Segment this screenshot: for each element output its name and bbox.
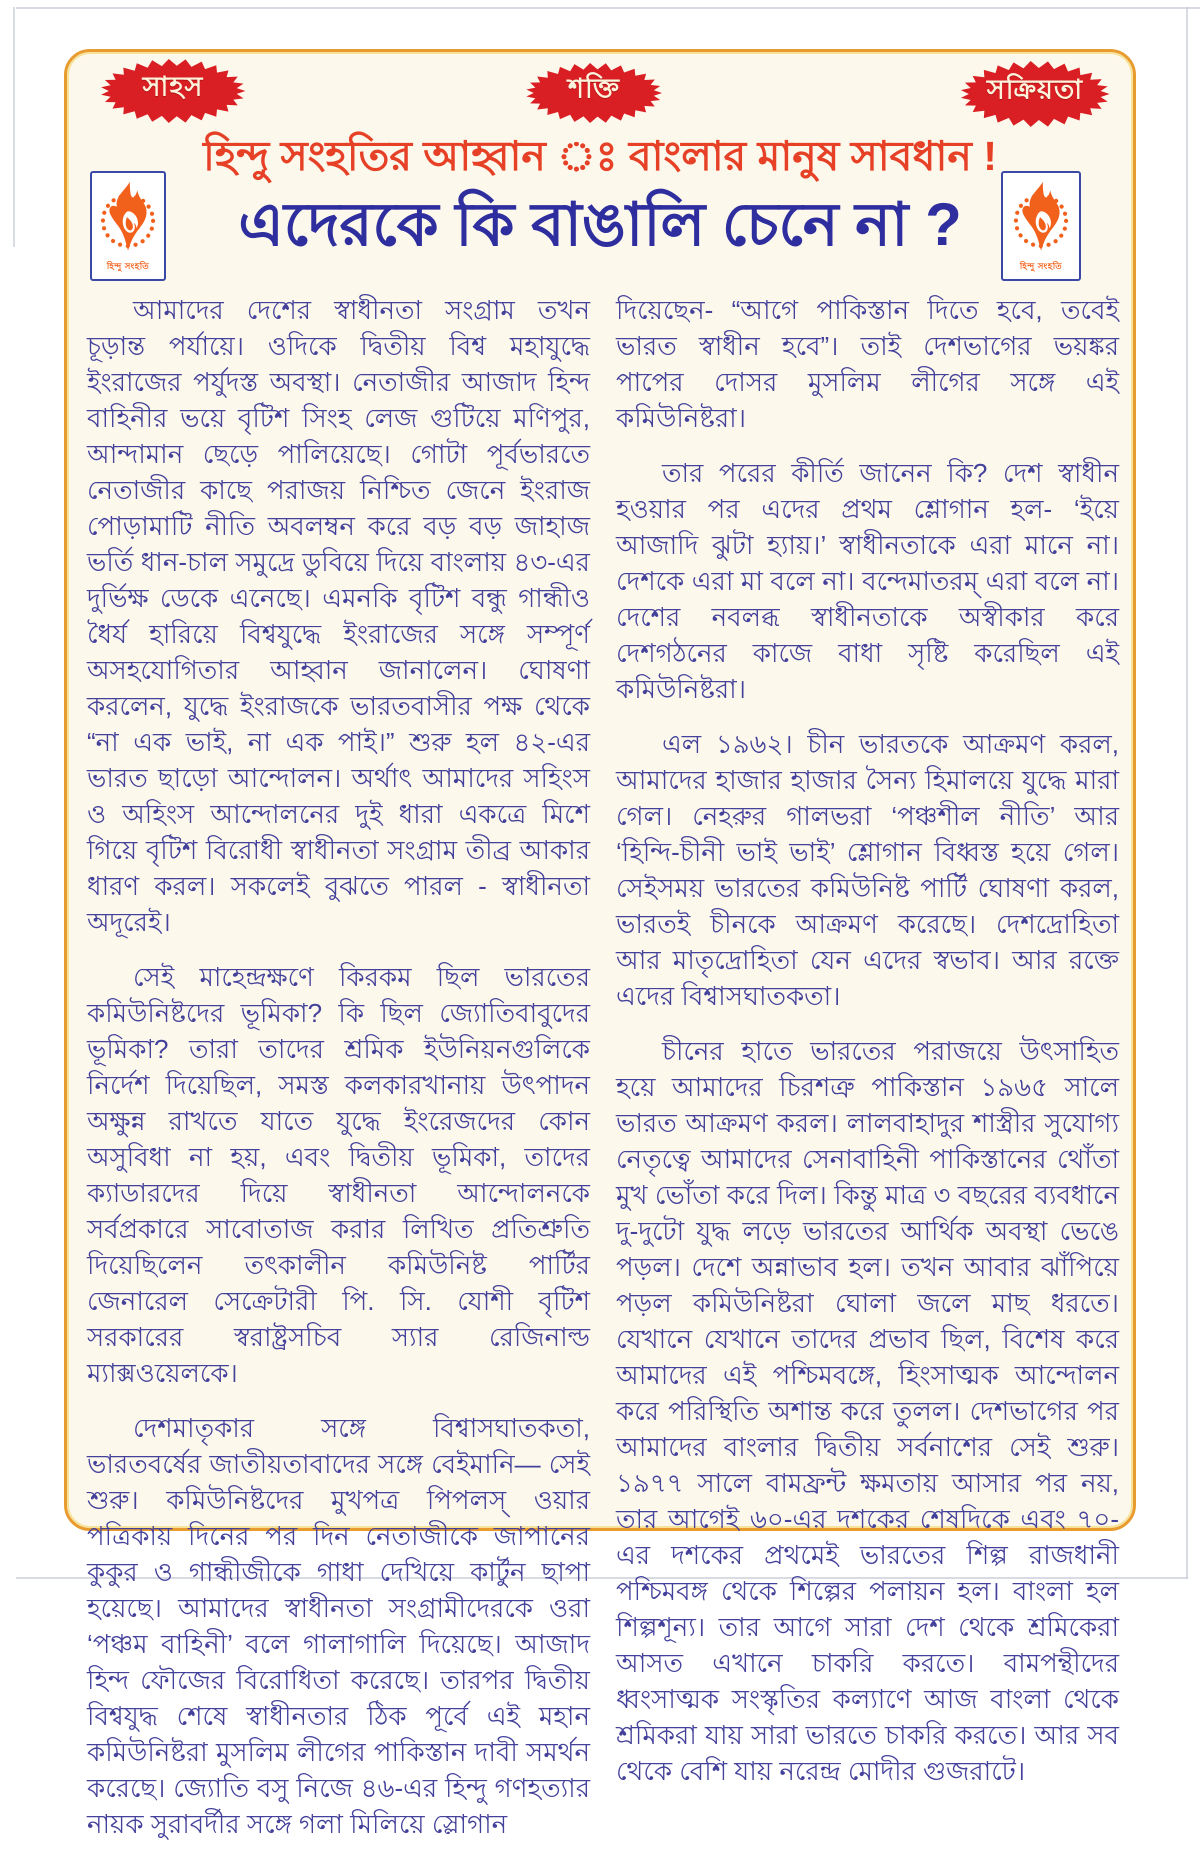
text-column-left bbox=[87, 292, 590, 1861]
logo-caption: হিন্দু সংহতি bbox=[106, 261, 150, 272]
main-title: এদেরকে কি বাঙালি চেনে না ? bbox=[238, 191, 962, 258]
badge-courage bbox=[97, 58, 249, 124]
paragraph: এল ১৯৬২। চীন ভারতকে আক্রমণ করল, আমাদের হাজার হাজার সৈন্য হিমালয়ে যুদ্ধে মারা গেল। নেহরুর গালভরা ‘পঞ্চশীল নীতি’ আর ‘হিন্দি-চীনী ভাই ভাই’ শ্লোগান বিধ্বস্ত হয়ে গেল। সেইসময় ভারতের কমিউনিষ্ট পার্টি ঘোষণা করল, ভারতই চীনকে আক্রমণ করেছে। দেশদ্রোহিতা আর মাতৃদ্রোহিতা যেন এদের স্বভাব। আর রক্তে এদের বিশ্বাসঘাতকতা। bbox=[616, 729, 1119, 1011]
scan-edge-line bbox=[1186, 7, 1188, 1579]
logo-caption: হিন্দু সংহতি bbox=[1019, 261, 1063, 272]
org-logo-right bbox=[1001, 171, 1081, 281]
paragraph: আমাদের দেশের স্বাধীনতা সংগ্রাম তখন চূড়ান্ত পর্যায়ে। ওদিকে দ্বিতীয় বিশ্ব মহাযুদ্ধে ইংরাজের পর্যুদস্ত অবস্থা। নেতাজীর আজাদ হিন্দ বাহিনীর ভয়ে বৃটিশ সিংহ লেজ গুটিয়ে মণিপুর, আন্দামান ছেড়ে পালিয়েছে। গোটা পূর্বভারতে নেতাজীর কাছে পরাজয় নিশ্চিত জেনে ইংরাজ পোড়ামাটি নীতি অবলম্বন করে বড় বড় জাহাজ ভর্তি ধান-চাল সমুদ্রে ডুবিয়ে দিয়ে বাংলায় ৪৩-এর দুর্ভিক্ষ ডেকে এনেছে। এমনকি বৃটিশ বন্ধু গান্ধীও ধৈর্য হারিয়ে বিশ্বযুদ্ধে ইংরাজের সঙ্গে সম্পূর্ণ অসহযোগিতার আহ্বান জানালেন। ঘোষণা করলেন, যুদ্ধে ইংরাজকে ভারতবাসীর পক্ষ থেকে “না এক ভাই, না এক পাই।” শুরু হল ৪২-এর ভারত ছাড়ো আন্দোলন। অর্থাৎ আমাদের সহিংস ও অহিংস আন্দোলনের দুই ধারা একত্রে মিশে গিয়ে বৃটিশ বিরোধী স্বাধীনতা সংগ্রাম তীব্র আকার ধারণ করল। সকলেই বুঝতে পারল - স্বাধীনতা অদূরেই। bbox=[87, 295, 590, 937]
paragraph-continuation: দিয়েছেন- “আগে পাকিস্তান দিতে হবে, তবেই ভারত স্বাধীন হবে”। তাই দেশভাগের ভয়ঙ্কর পাপের দোসর মুসলিম লীগের সঙ্গে এই কমিউনিষ্টরা। bbox=[616, 295, 1119, 433]
badge-label: সক্রিয়তা bbox=[986, 74, 1084, 105]
subtitle-warning: হিন্দু সংহতির আহ্বান ঃ বাংলার মানুষ সাবধান ! bbox=[203, 133, 997, 179]
badge-activism bbox=[953, 60, 1117, 128]
paragraph: তার পরের কীর্তি জানেন কি? দেশ স্বাধীন হওয়ার পর এদের প্রথম শ্লোগান হল- ‘ইয়ে আজাদি ঝুটা হ্যায়।’ স্বাধীনতাকে এরা মানে না। দেশকে এরা মা বলে না। বন্দেমাতরম্ এরা বলে না। দেশের নবলব্ধ স্বাধীনতাকে অস্বীকার করে দেশগঠনের কাজে বাধা সৃষ্টি করেছিল এই কমিউনিষ্টরা। bbox=[616, 458, 1119, 704]
scan-edge-line bbox=[13, 7, 15, 247]
scan-edge-line bbox=[16, 7, 1200, 9]
flame-emblem-icon bbox=[1009, 180, 1073, 258]
paragraph: সেই মাহেন্দ্রক্ষণে কিরকম ছিল ভারতের কমিউনিষ্টদের ভূমিকা? কি ছিল জ্যোতিবাবুদের ভূমিকা? তারা তাদের শ্রমিক ইউনিয়নগুলিকে নির্দেশ দিয়েছিল, সমস্ত কলকারখানায় উৎপাদন অক্ষুন্ন রাখতে যাতে যুদ্ধে ইংরেজদের কোন অসুবিধা না হয়, এবং দ্বিতীয় ভূমিকা, তাদের ক্যাডারদের দিয়ে স্বাধীনতা আন্দোলনকে সর্বপ্রকারে সাবোতাজ করার লিখিত প্রতিশ্রুতি দিয়েছিলেন তৎকালীন কমিউনিষ্ট পার্টির জেনারেল সেক্রেটারী পি. সি. যোশী বৃটিশ সরকারের স্বরাষ্ট্রসচিব স্যার রেজিনাল্ড ম্যাক্সওয়েলকে। bbox=[87, 962, 590, 1388]
org-logo-left bbox=[90, 171, 166, 281]
article-body bbox=[87, 292, 1119, 1861]
paragraph: চীনের হাতে ভারতের পরাজয়ে উৎসাহিত হয়ে আমাদের চিরশত্রু পাকিস্তান ১৯৬৫ সালে ভারত আক্রমণ করল। লালবাহাদুর শাস্ত্রীর সুযোগ্য নেতৃত্বে আমাদের সেনাবাহিনী পাকিস্তানের থোঁতা মুখ ভোঁতা করে দিল। কিন্তু মাত্র ৩ বছরের ব্যবধানে দু-দুটো যুদ্ধ লড়ে ভারতের আর্থিক অবস্থা ভেঙে পড়ল। দেশে অন্নাভাব হল। তখন আবার ঝাঁপিয়ে পড়ল কমিউনিষ্টরা ঘোলা জলে মাছ ধরতে। যেখানে যেখানে তাদের প্রভাব ছিল, বিশেষ করে আমাদের এই পশ্চিমবঙ্গে, হিংসাত্মক আন্দোলন করে পরিস্থিতি অশান্ত করে তুলল। দেশভাগের পর আমাদের বাংলার দ্বিতীয় সর্বনাশের সেই শুরু। ১৯৭৭ সালে বামফ্রন্ট ক্ষমতায় আসার পর নয়, তার আগেই ৬০-এর দশকের শেষদিকে এবং ৭০-এর দশকের প্রথমেই ভারতের শিল্প রাজধানী পশ্চিমবঙ্গ থেকে শিল্পের পলায়ন হল। বাংলা হল শিল্পশূন্য। তার আগে সারা দেশ থেকে শ্রমিকেরা আসত এখানে চাকরি করতে। বামপন্থীদের ধ্বংসাত্মক সংস্কৃতির কল্যাণে আজ বাংলা থেকে শ্রমিকরা যায় সারা ভারতে চাকরি করতে। আর সব থেকে বেশি যায় নরেন্দ্র মোদীর গুজরাটে। bbox=[616, 1036, 1119, 1786]
badge-strength bbox=[519, 62, 669, 124]
flame-emblem-icon bbox=[96, 180, 160, 258]
badge-label: সাহস bbox=[142, 71, 204, 102]
text-column-right bbox=[616, 292, 1119, 1861]
leaflet-page-frame bbox=[64, 49, 1136, 1839]
badge-label: শক্তি bbox=[568, 73, 620, 104]
paragraph: দেশমাতৃকার সঙ্গে বিশ্বাসঘাতকতা, ভারতবর্ষের জাতীয়তাবাদের সঙ্গে বেইমানি— সেই শুরু। কমিউনিষ্টদের মুখপত্র পিপলস্ ওয়ার পত্রিকায় দিনের পর দিন নেতাজীকে জাপানের কুকুর ও গান্ধীজীকে গাধা দেখিয়ে কার্টুন ছাপা হয়েছে। আমাদের স্বাধীনতা সংগ্রামীদেরকে ওরা ‘পঞ্চম বাহিনী’ বলে গালাগালি দিয়েছে। আজাদ হিন্দ ফৌজের বিরোধিতা করেছে। তারপর দ্বিতীয় বিশ্বযুদ্ধ শেষে স্বাধীনতার ঠিক পূর্বে এই মহান কমিউনিষ্টরা মুসলিম লীগের পাকিস্তান দাবী সমর্থন করেছে। জ্যোতি বসু নিজে ৪৬-এর হিন্দু গণহত্যার নায়ক সুরাবর্দীর সঙ্গে গলা মিলিয়ে স্লোগান bbox=[87, 1413, 590, 1839]
